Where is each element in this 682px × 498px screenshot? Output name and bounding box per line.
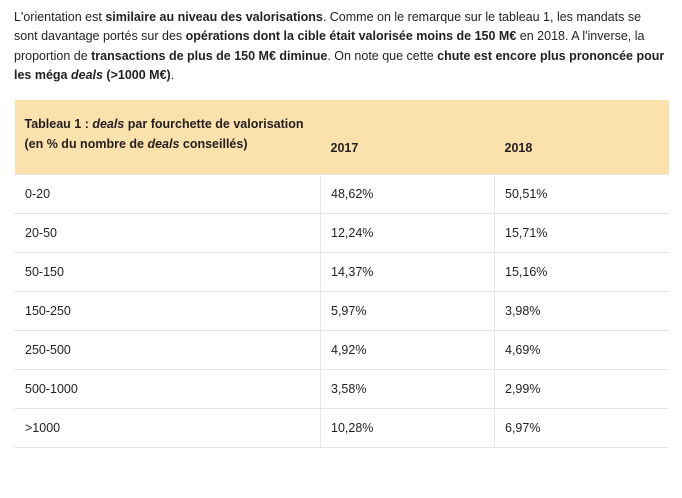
range-label: 150-250 (15, 291, 321, 330)
table-header (15, 100, 669, 175)
range-label: 0-20 (15, 174, 321, 213)
range-label: >1000 (15, 408, 321, 447)
table-row (15, 213, 669, 252)
value-2018: 4,69% (495, 330, 669, 369)
range-label: 250-500 (15, 330, 321, 369)
table-header-row (15, 100, 669, 175)
column-header-2018: 2018 (495, 100, 669, 175)
deals-valuation-table (14, 100, 669, 448)
table-row (15, 330, 669, 369)
value-2017: 14,37% (321, 252, 495, 291)
value-2017: 5,97% (321, 291, 495, 330)
value-2018: 15,71% (495, 213, 669, 252)
value-2018: 50,51% (495, 174, 669, 213)
table-row (15, 369, 669, 408)
value-2018: 6,97% (495, 408, 669, 447)
table-title-cell: Tableau 1 : deals par fourchette de valorisation (en % du nombre de deals conseillés) (15, 100, 321, 175)
table-row (15, 174, 669, 213)
table-row (15, 252, 669, 291)
range-label: 50-150 (15, 252, 321, 291)
value-2018: 3,98% (495, 291, 669, 330)
column-header-2017: 2017 (321, 100, 495, 175)
intro-paragraph: L'orientation est similaire au niveau des valorisations. Comme on le remarque sur le tableau 1, les mandats se sont davantage portés sur des opérations dont la cible était valorisée moins de 150 M€ en 2018. A l'inverse, la proportion de transactions de plus de 150 M€ diminue. On note que cette chute est encore plus prononcée pour les méga deals (>1000 M€). (14, 10, 665, 83)
range-label: 20-50 (15, 213, 321, 252)
value-2018: 2,99% (495, 369, 669, 408)
value-2017: 10,28% (321, 408, 495, 447)
table-body (15, 174, 669, 447)
value-2017: 48,62% (321, 174, 495, 213)
range-label: 500-1000 (15, 369, 321, 408)
value-2017: 12,24% (321, 213, 495, 252)
table-row (15, 291, 669, 330)
table-row (15, 408, 669, 447)
value-2017: 4,92% (321, 330, 495, 369)
value-2017: 3,58% (321, 369, 495, 408)
value-2018: 15,16% (495, 252, 669, 291)
